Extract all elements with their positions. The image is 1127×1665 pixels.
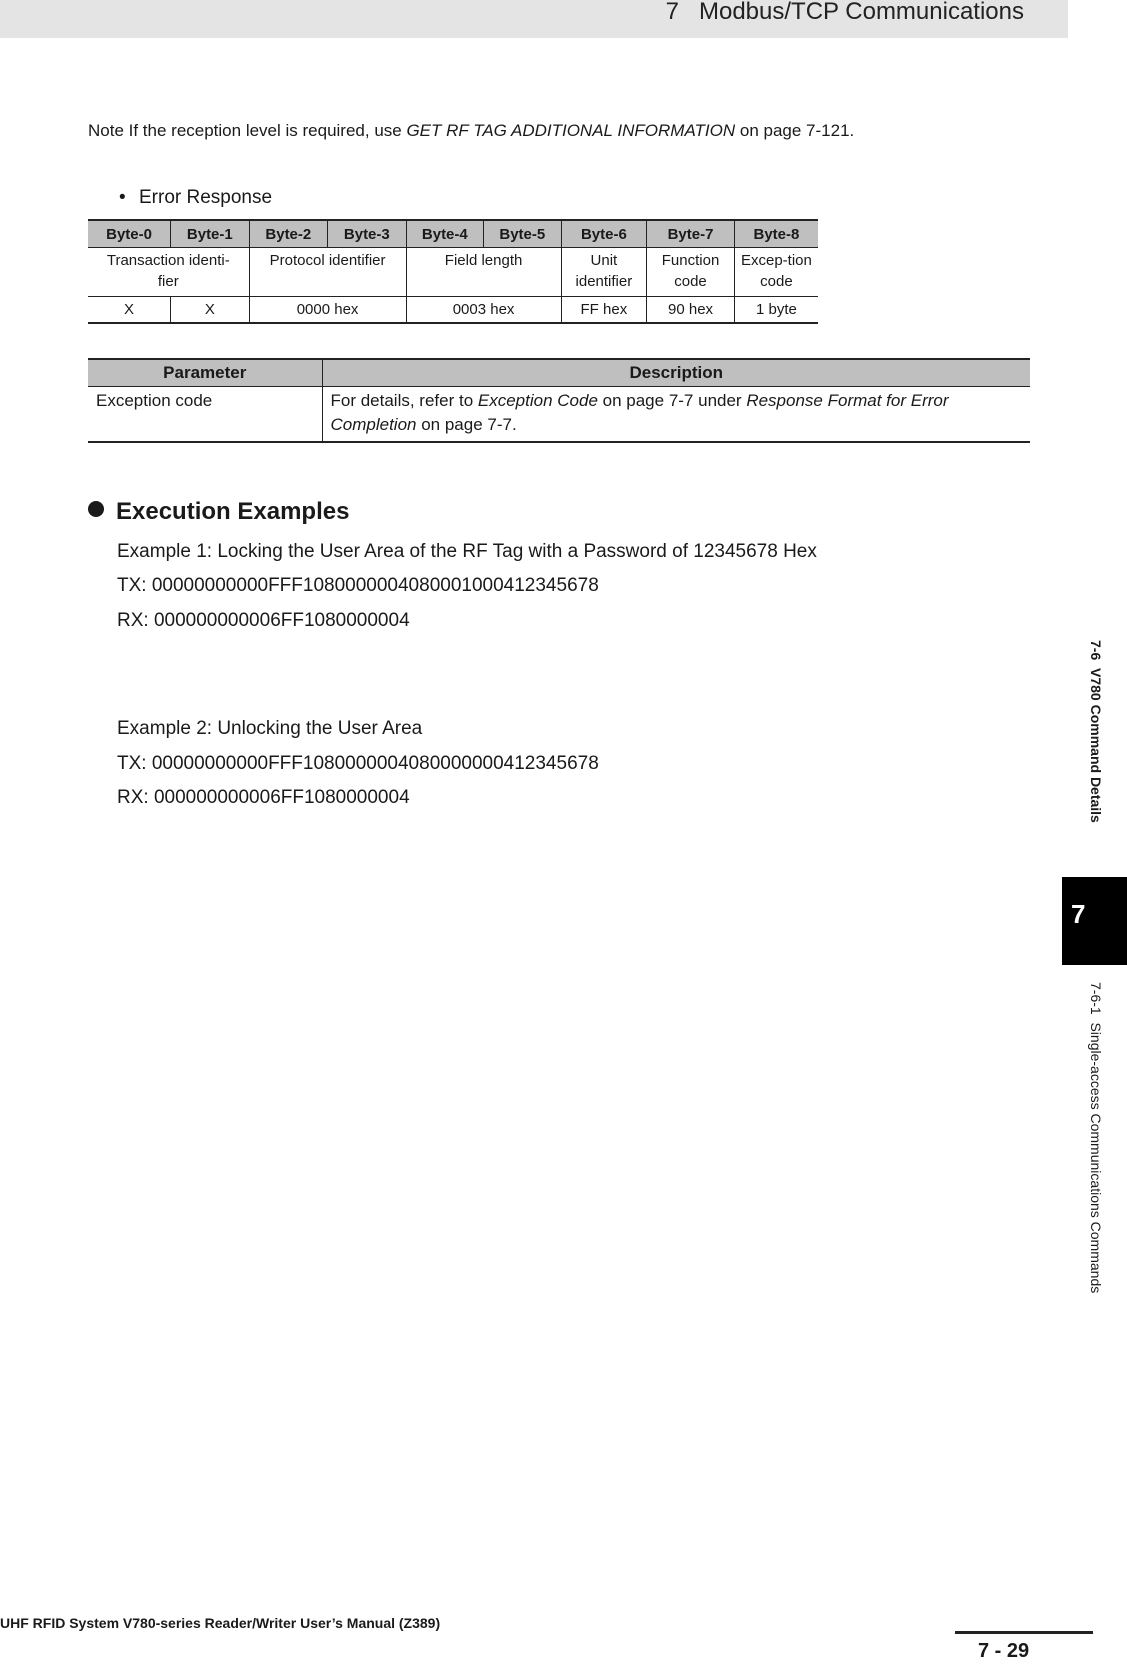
- table-cell: FF hex: [561, 297, 647, 324]
- table-cell: X: [88, 297, 171, 324]
- error-response-table: [88, 219, 818, 324]
- table-cell: X: [171, 297, 250, 324]
- example2-tx: TX: 00000000000FFF1080000004080000000412345678: [117, 753, 599, 774]
- table-cell: 0000 hex: [249, 297, 406, 324]
- table-header: Parameter: [88, 359, 322, 387]
- table-header: Byte-7: [647, 220, 735, 248]
- chapter-tab: [1062, 877, 1127, 965]
- footer-manual-title: UHF RFID System V780-series Reader/Writer User’s Manual (Z389): [0, 1615, 441, 1631]
- table-cell: 0003 hex: [406, 297, 561, 324]
- table-header: Description: [322, 359, 1030, 387]
- parameter-cell: Exception code: [88, 387, 322, 443]
- note-suffix: on page 7-121.: [735, 121, 855, 140]
- desc-italic: Response Format for Error Completion: [330, 391, 949, 434]
- table-cell: 90 hex: [647, 297, 735, 324]
- example2-rx: RX: 000000000006FF1080000004: [117, 787, 410, 808]
- header-band: [0, 0, 1068, 38]
- example1-rx: RX: 000000000006FF1080000004: [117, 610, 410, 631]
- side-section-label: 7-6 V780 Command Details: [1088, 640, 1104, 823]
- note-prefix: Note If the reception level is required, use: [88, 121, 407, 140]
- bullet-dot: •: [119, 187, 126, 208]
- table-cell: Unit identifier: [561, 248, 647, 297]
- page-number: 7 - 29: [978, 1640, 1030, 1662]
- error-response-text: Error Response: [139, 187, 273, 208]
- table-cell: Excep-tion code: [734, 248, 818, 297]
- table-cell: Protocol identifier: [249, 248, 406, 297]
- table-cell: Transaction identi-fier: [88, 248, 249, 297]
- table-header: Byte-5: [484, 220, 561, 248]
- chapter-tab-number: 7: [1071, 899, 1086, 929]
- parameter-table: [88, 358, 1030, 443]
- table-header: Byte-6: [561, 220, 647, 248]
- example1-tx: TX: 00000000000FFF1080000004080001000412345678: [117, 575, 599, 596]
- example1-title: Example 1: Locking the User Area of the RF Tag with a Password of 12345678 Hex: [117, 541, 817, 562]
- desc-text: on page 7-7 under: [597, 391, 747, 410]
- side-subsection-label: 7-6-1 Single-access Communications Commands: [1088, 982, 1104, 1294]
- error-response-label: [119, 187, 272, 209]
- table-header: Byte-0: [88, 220, 171, 248]
- heading-text: Execution Examples: [116, 498, 350, 525]
- table-cell: Function code: [647, 248, 735, 297]
- example2-title: Example 2: Unlocking the User Area: [117, 718, 423, 739]
- desc-italic: Exception Code: [477, 391, 598, 410]
- table-header: Byte-2: [249, 220, 328, 248]
- desc-text: For details, refer to: [330, 391, 478, 410]
- table-header: Byte-8: [734, 220, 818, 248]
- table-cell: 1 byte: [734, 297, 818, 324]
- table-header: Byte-3: [328, 220, 407, 248]
- note-link-text: GET RF TAG ADDITIONAL INFORMATION: [406, 121, 736, 140]
- desc-text: on page 7-7.: [416, 415, 517, 434]
- note-text: [88, 121, 854, 141]
- table-header: Byte-1: [171, 220, 250, 248]
- description-cell: [322, 387, 1030, 443]
- chapter-title: 7 Modbus/TCP Communications: [665, 0, 1024, 25]
- table-header: Byte-4: [406, 220, 483, 248]
- footer-rule: [955, 1631, 1093, 1634]
- table-cell: Field length: [406, 248, 561, 297]
- execution-examples-heading: [88, 498, 349, 526]
- bullet-icon: [88, 501, 104, 517]
